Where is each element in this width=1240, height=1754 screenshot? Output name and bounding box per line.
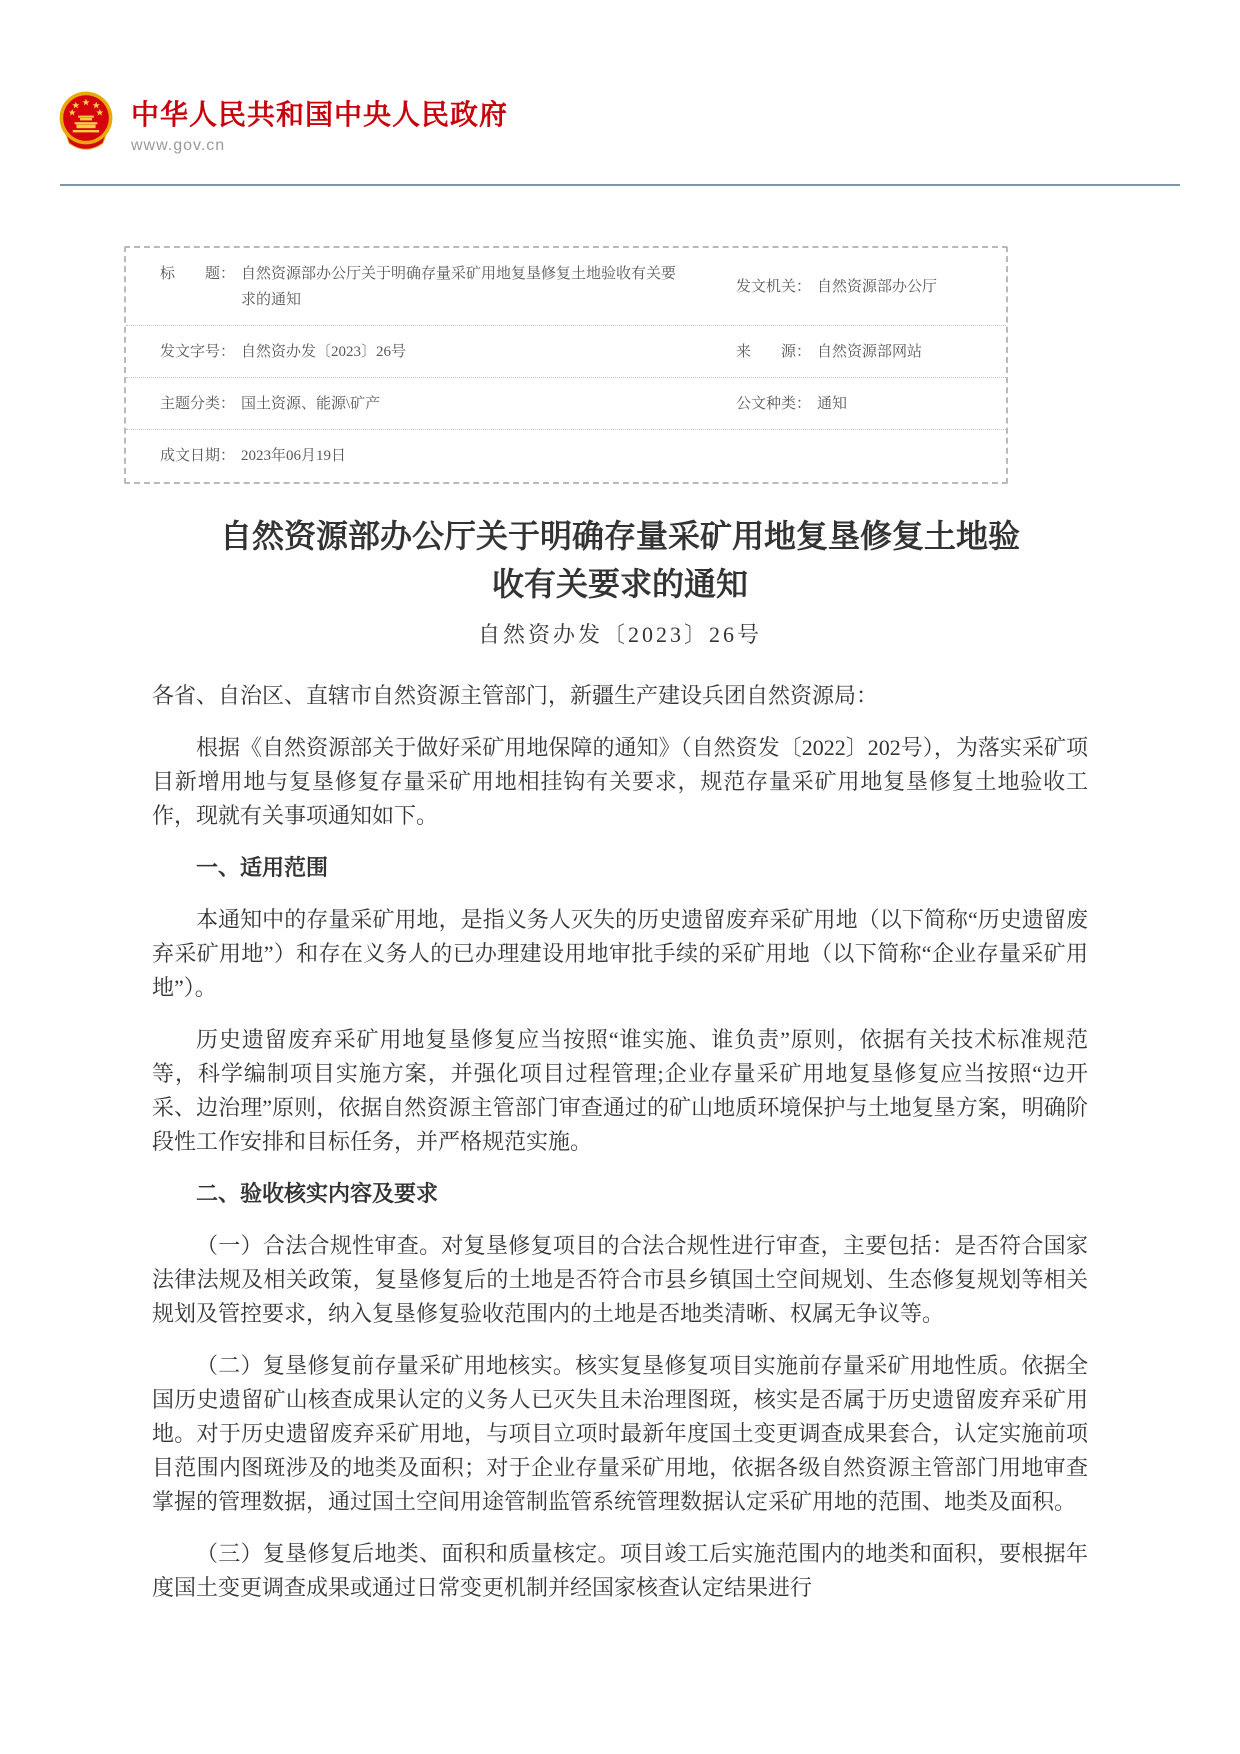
document-body <box>152 512 1088 1703</box>
paragraph: （三）复垦修复后地类、面积和质量核定。项目竣工后实施范围内的地类和面积，要根据年度国土变更调查成果或通过日常变更机制并经国家核查认定结果进行 <box>152 1541 1088 1600</box>
meta-field-doc-number <box>126 339 702 365</box>
meta-label: 发文机关： <box>736 278 812 295</box>
salutation: 各省、自治区、直辖市自然资源主管部门，新疆生产建设兵团自然资源局： <box>152 683 879 708</box>
meta-value: 自然资源部办公厅关于明确存量采矿用地复垦修复土地验收有关要求的通知 <box>241 265 677 308</box>
meta-value: 2023年06月19日 <box>241 448 347 464</box>
meta-label: 主题分类： <box>160 395 236 412</box>
site-header <box>0 0 1240 158</box>
document-meta-table <box>124 246 1008 484</box>
section-heading-1: 一、适用范围 <box>196 855 329 880</box>
paragraph: 本通知中的存量采矿用地，是指义务人灭失的历史遗留废弃采矿用地（以下简称“历史遗留废弃采矿用地”）和存在义务人的已办理建设用地审批手续的采矿用地（以下简称“企业存量采矿用地”）。 <box>152 907 1088 1000</box>
meta-value: 自然资源部网站 <box>817 343 923 360</box>
meta-field-subject-category <box>126 391 702 417</box>
meta-field-doc-type <box>702 391 1006 417</box>
site-name: 中华人民共和国中央人民政府 <box>131 99 509 130</box>
meta-row-date <box>126 430 1006 482</box>
document-title: 自然资源部办公厅关于明确存量采矿用地复垦修复土地验收有关要求的通知 <box>220 518 1021 602</box>
document-number: 自然资办发〔2023〕26号 <box>477 622 762 647</box>
meta-value: 自然资源部办公厅 <box>817 278 938 295</box>
meta-label: 成文日期： <box>160 448 236 464</box>
meta-label: 公文种类： <box>736 395 812 412</box>
meta-field-issuing-authority <box>702 274 1006 300</box>
meta-value: 国土资源、能源\矿产 <box>241 395 381 412</box>
paragraph: （一）合法合规性审查。对复垦修复项目的合法合规性进行审查，主要包括：是否符合国家法律法规及相关政策，复垦修复后的土地是否符合市县乡镇国土空间规划、生态修复规划等相关规划及管控要求，纳入复垦修复验收范围内的土地是否地类清晰、权属无争议等。 <box>152 1233 1088 1326</box>
meta-label: 标 题： <box>160 265 236 282</box>
paragraph: （二）复垦修复前存量采矿用地核实。核实复垦修复项目实施前存量采矿用地性质。依据全国历史遗留矿山核查成果认定的义务人已灭失且未治理图斑，核实是否属于历史遗留废弃采矿用地。对于历史遗留废弃采矿用地，与项目立项时最新年度国土变更调查成果套合，认定实施前项目范围内图斑涉及的地类及面积；对于企业存量采矿用地，依据各级自然资源主管部门用地审查掌握的管理数据，通过国土空间用途管制监管系统管理数据认定采矿用地的范围、地类及面积。 <box>152 1353 1088 1514</box>
meta-field-source <box>702 339 1006 365</box>
meta-row-title <box>126 248 1006 326</box>
meta-row-doc-number <box>126 326 1006 378</box>
meta-field-title <box>126 261 702 313</box>
paragraph: 历史遗留废弃采矿用地复垦修复应当按照“谁实施、谁负责”原则，依据有关技术标准规范等，科学编制项目实施方案，并强化项目过程管理;企业存量采矿用地复垦修复应当按照“边开采、边治理”原则，依据自然资源主管部门审查通过的矿山地质环境保护与土地复垦方案，明确阶段性工作安排和目标任务，并严格规范实施。 <box>152 1027 1088 1154</box>
meta-value: 自然资办发〔2023〕26号 <box>241 343 407 360</box>
meta-field-date <box>126 443 702 469</box>
site-logo-link[interactable] <box>131 93 508 155</box>
section-heading-2: 二、验收核实内容及要求 <box>196 1181 439 1206</box>
meta-label: 来 源： <box>736 343 812 360</box>
meta-value: 通知 <box>817 395 848 412</box>
site-url: www.gov.cn <box>131 137 226 154</box>
national-emblem-icon[interactable] <box>56 90 116 158</box>
header-divider <box>60 184 1180 186</box>
paragraph-intro: 根据《自然资源部关于做好采矿用地保障的通知》（自然资发〔2022〕202号），为落实采矿项目新增用地与复垦修复存量采矿用地相挂钩有关要求，规范存量采矿用地复垦修复土地验收工作，现就有关事项通知如下。 <box>152 735 1088 828</box>
meta-label: 发文字号： <box>160 343 236 360</box>
meta-row-category <box>126 378 1006 430</box>
